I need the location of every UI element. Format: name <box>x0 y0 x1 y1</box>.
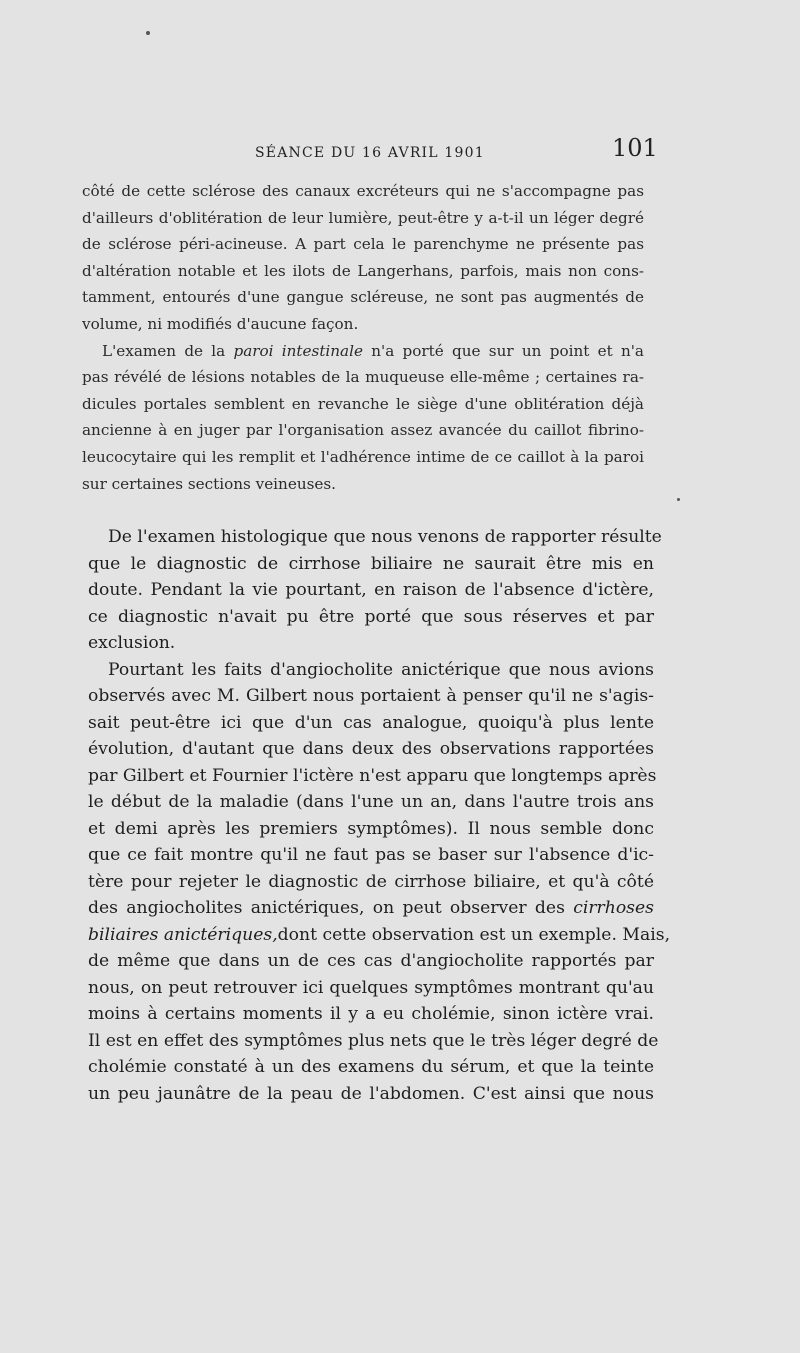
paragraph-4 <box>88 657 671 1108</box>
text-line: par Gilbert et Fournier l'ictère n'est apparu que longtemps après <box>88 765 657 786</box>
text-line: de même que dans un de ces cas d'angiocholite rapportés par <box>88 951 654 971</box>
text-line: Pourtant les faits d'angiocholite anictérique que nous avions <box>108 659 654 680</box>
italic-term: paroi intestinale <box>233 341 363 360</box>
text-line: nous, on peut retrouver ici quelques symptômes montrant qu'au <box>88 977 654 998</box>
text-line: évolution, d'autant que dans deux des observations rapportées <box>88 739 654 759</box>
text-line: Il est en effet des symptômes plus nets que le très léger degré de <box>88 1030 659 1051</box>
text-line: volume, ni modifiés d'aucune façon. <box>82 314 359 333</box>
text-line: de sclérose péri-acineuse. A part cela le parenchyme ne présente pas <box>82 235 644 254</box>
ink-speck <box>677 498 680 501</box>
text-line: ancienne à en juger par l'organisation assez avancée du caillot fibrino- <box>82 421 644 440</box>
text-line: leucocytaire qui les remplit et l'adhérence intime de ce caillot à la paroi <box>82 447 644 466</box>
text-line: sait peut-être ici que d'un cas analogue, quoiqu'à plus lente <box>88 712 654 733</box>
italic-term: cirrhoses <box>573 898 654 918</box>
text-line: côté de cette sclérose des canaux excréteurs qui ne s'accompagne pas <box>82 182 644 200</box>
text-line: observés avec M. Gilbert nous portaient à penser qu'il ne s'agis- <box>88 686 654 706</box>
running-header: SÉANCE DU 16 AVRIL 1901 <box>255 145 485 161</box>
text-line: tère pour rejeter le diagnostic de cirrhose biliaire, et qu'à côté <box>88 871 654 892</box>
text-line: que ce fait montre qu'il ne faut pas se baser sur l'absence d'ic- <box>88 845 654 865</box>
text-line: moins à certains moments il y a eu cholémie, sinon ictère vrai. <box>88 1004 654 1024</box>
ink-speck <box>146 31 150 35</box>
text-segment: n'a porté que sur un point et n'a <box>362 341 644 360</box>
text-line: le début de la maladie (dans l'une un an, dans l'autre trois ans <box>88 792 654 812</box>
text-segment: L'examen de la <box>102 341 234 360</box>
text-line <box>82 338 644 365</box>
text-line: sur certaines sections veineuses. <box>82 474 336 493</box>
text-line: et demi après les premiers symptômes). Il nous semble donc <box>88 818 654 839</box>
text-line: cholémie constaté à un des examens du sérum, et que la teinte <box>88 1057 654 1077</box>
text-line: doute. Pendant la vie pourtant, en raison de l'absence d'ictère, <box>88 580 654 600</box>
paragraph-2 <box>82 338 644 498</box>
text-line: ce diagnostic n'avait pu être porté que sous réserves et par <box>88 606 654 627</box>
text-segment: dont cette observation est un exemple. Mais, <box>277 924 671 945</box>
main-text-section <box>88 524 671 1107</box>
text-line: un peu jaunâtre de la peau de l'abdomen. C'est ainsi que nous <box>88 1083 654 1104</box>
text-line: De l'examen histologique que nous venons de rapporter résulte <box>108 527 662 547</box>
text-line: pas révélé de lésions notables de la muqueuse elle-même ; certaines ra- <box>82 368 644 387</box>
text-line: exclusion. <box>88 633 176 653</box>
small-print-section <box>82 178 644 497</box>
paragraph-1 <box>82 178 644 338</box>
text-line: d'altération notable et les ilots de Langerhans, parfois, mais non cons- <box>82 261 644 280</box>
text-line <box>88 895 654 922</box>
text-line: d'ailleurs d'oblitération de leur lumière, peut-être y a-t-il un léger degré <box>82 208 644 227</box>
paragraph-3 <box>88 524 662 657</box>
text-line: que le diagnostic de cirrhose biliaire ne saurait être mis en <box>88 553 654 574</box>
text-segment: des angiocholites anictériques, on peut observer des <box>88 898 574 918</box>
text-line: dicules portales semblent en revanche le siège d'une oblitération déjà <box>82 394 644 413</box>
page-number: 101 <box>612 134 658 162</box>
text-line <box>88 922 671 949</box>
italic-term: biliaires anictériques, <box>88 924 278 945</box>
text-line: tamment, entourés d'une gangue scléreuse, ne sont pas augmentés de <box>82 288 644 307</box>
